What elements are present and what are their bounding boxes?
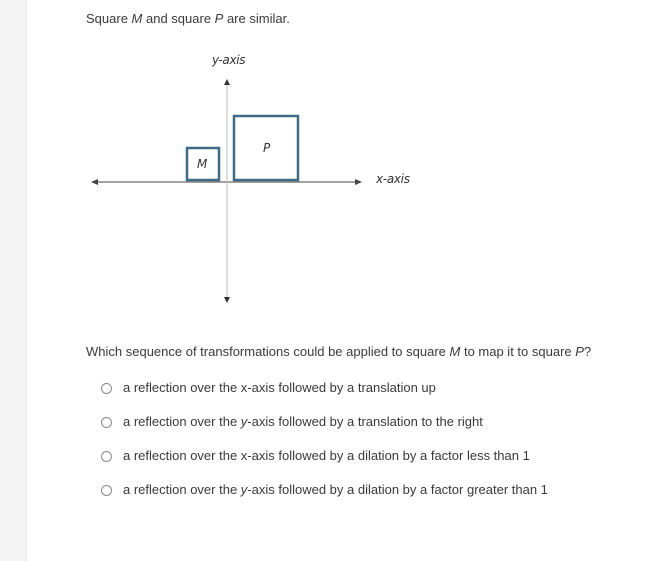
question-text: Which sequence of transformations could be applied to square M to map it to square P? [86, 344, 592, 359]
x-axis-left-arrow [91, 179, 98, 185]
answer-option-label: a reflection over the x-axis followed by a dilation by a factor less than 1 [123, 448, 530, 463]
answer-option-4[interactable] [101, 482, 548, 498]
answer-option-label: a reflection over the y-axis followed by a dilation by a factor greater than 1 [123, 482, 548, 497]
intro-text: Square M and square P are similar. [86, 11, 290, 26]
variable-m: M [449, 344, 461, 359]
answer-option-3[interactable] [101, 448, 548, 464]
radio-button[interactable] [101, 383, 112, 394]
answer-option-1[interactable] [101, 380, 548, 396]
answer-option-2[interactable] [101, 414, 548, 430]
answer-option-label: a reflection over the x-axis followed by a translation up [123, 380, 436, 395]
y-axis-up-arrow [224, 79, 230, 85]
x-axis-label: x-axis [376, 172, 410, 186]
square-m-label: M [197, 157, 208, 171]
y-axis-down-arrow [224, 297, 230, 303]
y-axis-label: y-axis [212, 53, 246, 67]
radio-button[interactable] [101, 451, 112, 462]
variable-p: P [214, 11, 224, 26]
radio-button[interactable] [101, 485, 112, 496]
figure-svg [80, 50, 420, 310]
variable-m: M [131, 11, 143, 26]
x-axis-right-arrow [355, 179, 362, 185]
coordinate-figure [80, 50, 420, 310]
variable-p: P [575, 344, 584, 359]
radio-button[interactable] [101, 417, 112, 428]
left-gutter [0, 0, 27, 561]
square-p-label: P [263, 141, 270, 155]
answer-option-label: a reflection over the y-axis followed by a translation to the right [123, 414, 483, 429]
answer-options [101, 380, 548, 516]
